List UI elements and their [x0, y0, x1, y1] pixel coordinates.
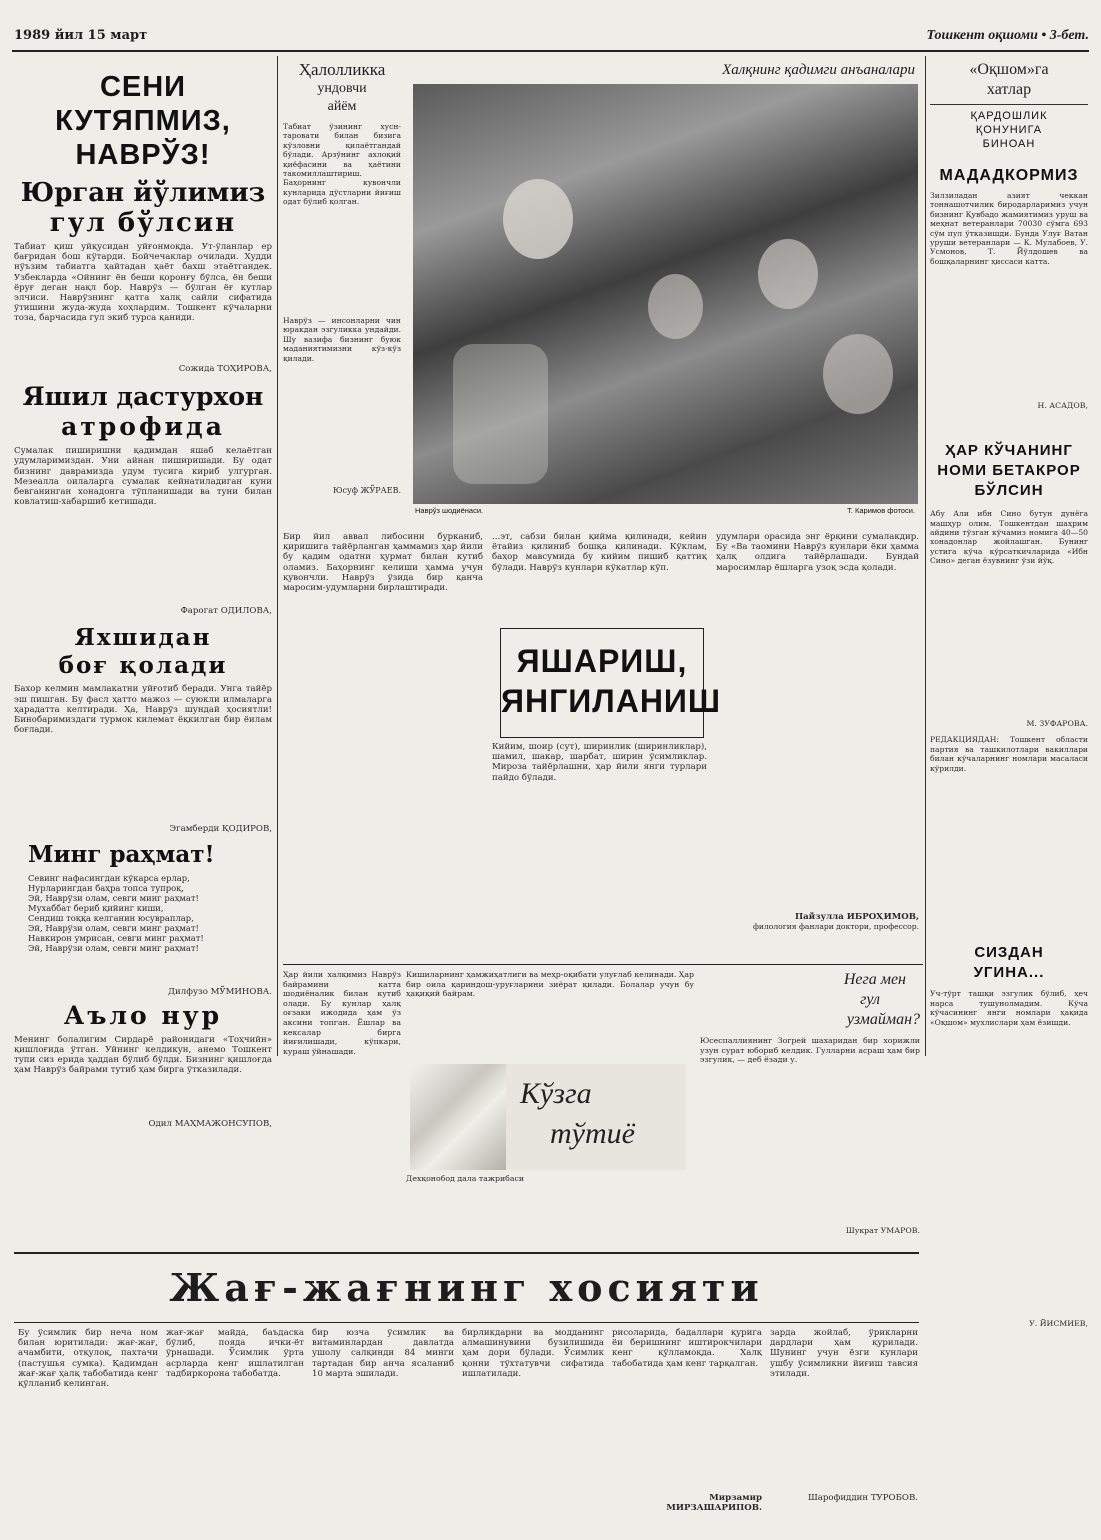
column-divider	[925, 56, 926, 1056]
bottom-article-col-1	[18, 1328, 158, 1518]
question-title-2: гул	[860, 991, 880, 1008]
letter-1-title: МАДАДКОРМИЗ	[939, 167, 1079, 184]
bottom-signature: Мирзамир МИРЗАШАРИПОВ.	[666, 1493, 762, 1514]
article-3-signature: Эгамберди ҚОДИРОВ,	[169, 824, 272, 835]
column-2-signature: Юсуф ЖЎРАЕВ.	[332, 486, 401, 495]
main-article-col-a	[283, 532, 483, 952]
festival-photo	[413, 84, 918, 504]
poem-line: Навкирон умрисан, севги минг раҳмат!	[28, 932, 204, 943]
page-header	[14, 28, 1089, 48]
main-article-signature-sub: филология фанлари доктори, профессор.	[752, 922, 919, 932]
column-2-title-c: айём	[327, 99, 357, 114]
main-headline-line-1: ЯШАРИШ,	[516, 643, 688, 679]
photo-caption: Наврўз шодиёнаси.	[415, 506, 484, 515]
photo-figure	[758, 239, 818, 309]
question-article	[700, 970, 920, 1245]
main-article-body-c: удумлари орасида энг ёрқини сумалакдир. Бу «Ва таомини Наврўз кунлари ёки ҳамма ҳалқ олдига тайёрлашади. Бундай маросимлар ёшларга узоқ эсда қолади.	[716, 532, 919, 573]
lower-article-body-e: Ҳар йили халқимиз Наврўз байрамини катта шодиёналик билан кутиб олади. Бу кунлар ҳалқ оғзаки ижодида ҳам ўз аксини топган. Ёшлар ва кексалар бирга йиғилишади, кўпкари, кураш ўйнашади.	[283, 970, 401, 1056]
lower-article-a	[283, 970, 401, 1240]
lower-article-b	[406, 970, 694, 1060]
bottom-body-1: Бу ўсимлик бир неча ном билан юритилади: жағ-жағ, ачамбити, отқулоқ, пахтачи (пастушья сумка). Қадимдан жағ-жағ ҳалқ табобатида кенг қўлланиб келинган.	[18, 1328, 158, 1390]
article-2-signature: Фарогат ОДИЛОВА,	[180, 606, 272, 617]
article-5-body: Менинг болалигим Сирдарё районидаги «Тоҳчийн» қишлоғида ўтган. Уйнинг келдикун, анемо Тошкент тупи сиз ерида ҳаддан бўлиб бўлди. Бизнинг қишлоғда ҳам Наврўз байрами тутиб ҳам бирга ўтказилади.	[14, 1034, 272, 1076]
rubric-line-1: ҚАРДОШЛИК	[970, 110, 1048, 122]
question-title-1: Нега мен	[843, 971, 906, 988]
main-headline-line-2: ЯНГИЛАНИШ	[501, 683, 722, 719]
photo-figure	[823, 334, 893, 414]
letter-2-title-b: НОМИ БЕТАКРОР	[937, 462, 1081, 480]
photo-section-heading: Халқнинг қадимги анъаналари	[722, 62, 915, 78]
letter-3-title-b: УГИНА...	[973, 964, 1045, 982]
poetry-title-2: тўтиё	[550, 1117, 635, 1150]
photo-figure	[453, 344, 548, 484]
question-body: Юсеспаллиянинг Зогрей шахаридан бир хорижли узун сурат юбориб келдик. Гулларни асраш ҳам бир эзгулик, — деб ёзади у.	[700, 1036, 920, 1065]
bottom-article-col-4	[462, 1328, 604, 1518]
page-reference: Тошкент оқшоми • 3-бет.	[926, 28, 1089, 43]
bottom-body-5: рисоларида, бадаллари қурига ёи беришнинг иштирокчилари кенг қўлламоқда. Халқ табобатида ҳам кенг тарқалган.	[612, 1328, 762, 1369]
column-1	[14, 56, 272, 1129]
bottom-body-2: жағ-жағ майда, баъдаска бўлиб, пояда ички-ёт ўрнашади. Ўсимлик ўрта асрларда кенг ишлатилган тадбиркорона табобатда.	[166, 1328, 304, 1379]
bottom-article-col-5	[612, 1328, 762, 1518]
photo-section	[403, 60, 921, 522]
bottom-headline: Жағ-жағнинг хосияти	[169, 1265, 764, 1310]
column-2-body-2: Наврўз — инсонларни чин юракдан эзгуликка ундайди. Шу вазифа бизнинг буюк маданиятимизни кўз-кўз қилади.	[283, 316, 401, 363]
column-divider	[277, 56, 278, 1056]
main-article-body-d: Кийим, шоир (сут), ширинлик (ширинликлар), шамил, шакар, шарбат, ширин ўсимликлар. Мироза тайёрлашни, ҳар йили янги турлари пайдо бўлади.	[492, 742, 707, 783]
rubric-line-3: БИНОАН	[982, 138, 1036, 150]
main-article-body-b: ...эт, сабзи билан қийма қилинади, кейин ётайиз қилиниб бошқа қилинади. Кўклам, баҳор мавсумида бу кийим пишиб қаттиқ бўлади. Наврўз кунлари кўкатлар кўп.	[492, 532, 707, 573]
issue-date: 1989 йил 15 март	[14, 28, 148, 43]
letter-3-title-a: СИЗДАН	[974, 944, 1044, 962]
article-1-body: Табиат қиш уйқусидан уйғонмоқда. Ут-ўланлар ер бағридан бош кўтарди. Бойчечаклар очилади. Худди нўъзим табиатга ҳайтадан ҳаёт бахш этаётгандек. Узбекларда «Ойнинг ён беши қоронғу бўлса, ён беши ёруғ деган нақл бор. Наврўз — бўлган ёғ кутлар элчиси. Наврўзнинг қатга халқ сайли сифатида ўтишини жуда-жуда хоҳлардим. Тошкент кўчаларни тоза, барчасида гул экиб турса қаниди.	[14, 242, 272, 324]
letter-2-title-c: БЎЛСИН	[974, 482, 1044, 500]
main-headline-box	[500, 628, 722, 738]
poem-line: Сендиш тоққа келганин юсувраплар,	[28, 912, 194, 923]
poetry-title-1: Кўзга	[520, 1077, 592, 1110]
letters-rubric-b: хатлар	[930, 80, 1088, 105]
article-2-title-b: атрофида	[61, 412, 225, 442]
banner-line-1: СЕНИ КУТЯПМИЗ,	[55, 71, 231, 137]
article-5-signature: Одил МАҲМАЖОНСУПОВ,	[148, 1118, 272, 1129]
bottom-body-3: бир юзча ўсимлик ва витаминлардан давлатда ушолу салқинди 84 минги тартадан бир анча ясаланиб 10 марта эшилади.	[312, 1328, 454, 1379]
poem-line: Мухаббат бериб қийинг киши,	[28, 902, 164, 913]
question-title-3: узмайман?	[846, 1011, 920, 1028]
main-article-signature: Пайзулла ИБРОҲИМОВ,	[795, 912, 919, 922]
article-2-body: Сумалак пиширишни қадимдан яшаб келаётган удумларимиздан. Уни айнан пиширишади. Бу одат бизнинг даврамизда удум тусига кириб улгурган. Мезеалла оилаларга сумалак кейнатиладиган куни бевганинган хонадонга тўпланишади ва туни билан ковлатиш-хабаршиб кетишади.	[14, 446, 272, 508]
lower-article-signature: Дехқонобод дала тажрибаси	[406, 1174, 525, 1183]
bottom-article-col-2	[166, 1328, 304, 1518]
bottom-article-col-6	[770, 1328, 918, 1518]
poem-line: Севинг нафасингдан кўкарса ерлар,	[28, 872, 190, 883]
poem-line: Эй, Наврўзи олам, севги минг раҳмат!	[28, 922, 199, 933]
lower-article-body-f: Кишиларнинг ҳамжиҳатлиги ва меҳр-оқибати улуғлаб келинади. Ҳар бир оила қариндош-уруғларини зиёрат қилади. Болалар учун бу ҳақиқий байрам.	[406, 970, 694, 999]
bottom-article-col-3	[312, 1328, 454, 1518]
letter-1-body: Зилзиладан азият чеккан тоннашотчилик биродарларимиз учун бизнинг Қувбадо жамиятимиз уруш ва меҳнат ветеранлари 70030 сўмга 693 сўм пул ўтказишди. Бунда Улуғ Ватан уруши ветеранлари — К. Мулабоев, У. Усмонов, Т. Йўлдошев ва бошқаларнинг ҳиссаси катта.	[930, 191, 1088, 266]
poem-line: Нурларингдан баҳра топса тупроқ,	[28, 882, 184, 893]
article-5-title: Аълo нур	[63, 1000, 223, 1030]
letter-3-body: Уч-тўрт ташқи эзгулик бўлиб, ҳеч нарса тушунолмадим. Кўча кўчасининг янги номлари ҳақида «Оқшом» мухлислари ҳам ёзишди.	[930, 989, 1088, 1027]
letter-3-signature: У. ЙИСМИЕВ,	[1029, 1319, 1088, 1329]
article-1-title-b: гул бўлсин	[49, 208, 237, 238]
poetry-box	[410, 1064, 686, 1170]
letters-rubric-a: «Оқшом»га	[969, 61, 1049, 78]
main-article-col-b2	[492, 742, 707, 952]
article-3-title-a: Яхшидан	[74, 624, 212, 652]
article-4-signature: Дилфузо МЎМИНОВА.	[168, 986, 272, 997]
banner-line-2: НАВРЎЗ!	[75, 139, 211, 171]
column-2-body-1: Табиат ўзининг хусн-таровати билан бизига кўзловни қилаётгандай бўлади. Арзўнинг ахлоқий қиёфасини ва ҳаётини такомиллаштириш. Баҳорнинг кувончли кунларида дўстларни йиғиш одат бўлиб қолган.	[283, 122, 401, 207]
rubric-line-2: ҚОНУНИГА	[975, 124, 1043, 136]
poem-line: Эй, Наврўзи олам, севги минг раҳмат!	[28, 942, 199, 953]
bottom-signature-2: Шарофиддин ТУРОБОВ.	[807, 1493, 918, 1503]
article-4-title: Минг раҳмат!	[28, 840, 215, 868]
poem-line: Эй, Наврўзи олам, севги минг раҳмат!	[28, 892, 199, 903]
bottom-rule-top	[14, 1252, 919, 1254]
photo-credit: Т. Каримов фотоси.	[847, 506, 915, 515]
column-2-title-a: Ҳалолликка	[298, 60, 386, 79]
main-article-body-a: Бир йил аввал либосини бурканиб, қиришига тайёрланган ҳаммамиз ҳар йили бу қадим одатни ҳурмат билан кутиб оламиз. Баҳорнинг келиши ҳамма учун қувончли. Наврўз ўзида бир қанча маросим-удумларни бирлаштиради.	[283, 532, 483, 594]
letter-2-title-a: ҲАР КЎЧАНИНГ	[945, 442, 1073, 460]
article-3-body: Бахор келмин мамлакатни уйғотиб беради. Унга тайёр эш пишган. Бу фасл ҳатто мажоз — суюкли илмаларга ҳарадатта келтиради. Ҳа, Наврўз шундай ҳосиятли! Бинобаримиздаги турмок килемат ёқкилган бир ёилам боғлади.	[14, 684, 272, 736]
blossom-image	[410, 1064, 506, 1170]
photo-figure	[648, 274, 703, 339]
editorial-note: РЕДАКЦИЯДАН: Тошкент области партия ва ташкилотлари вакиллари билан кўчаларнинг номлари масаласи кўрилди.	[930, 735, 1088, 773]
column-4	[930, 60, 1088, 1540]
main-article-col-c	[716, 532, 919, 962]
article-2-title-a: Яшил дастурхон	[22, 382, 264, 412]
article-1-title-a: Юрган йўлимиз	[20, 178, 266, 208]
bottom-body-4: бирликдарни ва модданинг алмашинувини бузилишида ҳам дори бўлади. Ўсимлик қонни тўхтатувчи сифатида ишлатилади.	[462, 1328, 604, 1379]
lower-article-c	[406, 1174, 694, 1244]
header-rule	[12, 50, 1089, 52]
column-2	[283, 60, 401, 530]
question-signature: Шукрат УМАРОВ.	[845, 1226, 920, 1235]
poem-block	[14, 873, 272, 953]
letter-1-signature: Н. АСАДОВ,	[1037, 401, 1088, 410]
bottom-rule-mid	[14, 1322, 919, 1323]
article-1-signature: Сожида ТОҲИРОВА,	[178, 364, 272, 374]
main-article-col-b	[492, 532, 707, 622]
letter-2-body: Абу Али ибн Сино бутун дунёга машҳур олим. Тошкентдан шаҳрим айдини тўзган кўчамиз номига 40—50 хонадонлар жойлашган. Бунинг устига кўча кўрсаткичларида «Ибн Сино» деган ёзувнинг ўзи йўқ.	[930, 509, 1088, 566]
column-2-title-b: ундовчи	[317, 81, 367, 96]
photo-figure	[503, 179, 573, 259]
middle-rule	[283, 964, 923, 965]
article-3-title-b: боғ қолади	[58, 652, 228, 680]
bottom-body-6: зарда жойлаб, ўрикларни дардлари ҳам қурилади. Шунинг учун ёзги кунлари ушбу ўсимликни йиғиш тавсия этилади.	[770, 1328, 918, 1379]
letter-2-signature: М. ЗУФАРОВА.	[1026, 719, 1088, 729]
